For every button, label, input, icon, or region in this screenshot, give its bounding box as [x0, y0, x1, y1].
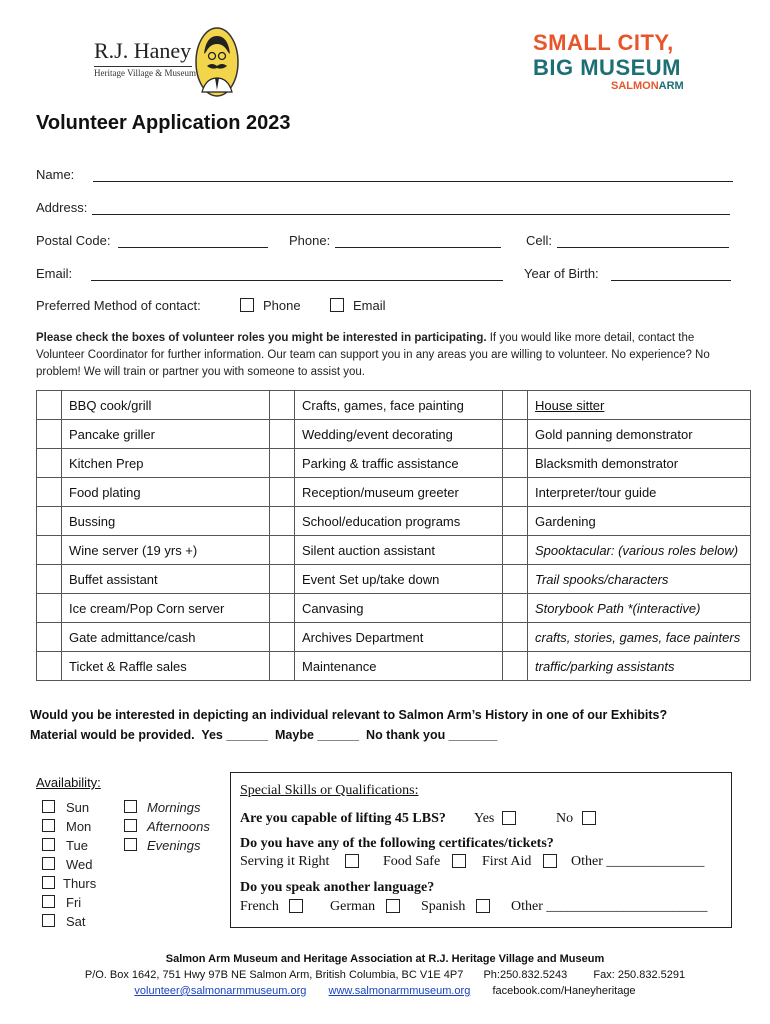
availability-title: Availability: [36, 775, 101, 790]
language-option: German [330, 899, 376, 914]
role-label: traffic/parking assistants [528, 652, 751, 681]
role-checkbox[interactable] [37, 536, 62, 565]
phone-label: Phone: [289, 233, 331, 248]
cert-foodsafe-checkbox[interactable] [452, 854, 466, 868]
language-option: French [240, 899, 279, 914]
email-field[interactable] [91, 280, 503, 281]
footer-facebook: facebook.com/Haneyheritage [492, 985, 636, 997]
cell-field[interactable] [557, 247, 729, 248]
role-label: Canvasing [295, 594, 503, 623]
table-row [37, 391, 751, 420]
day-label: Wed [66, 857, 93, 872]
day-label: Fri [66, 895, 82, 910]
history-question: Would you be interested in depicting an individual relevant to Salmon Arm’s History in one of our Exhibits? [30, 708, 668, 722]
role-checkbox[interactable] [37, 652, 62, 681]
lang-german-checkbox[interactable] [386, 899, 400, 913]
role-label: Maintenance [295, 652, 503, 681]
language-question: Do you speak another language? [240, 880, 435, 895]
pref-email-checkbox[interactable] [330, 298, 344, 312]
skills-box [230, 772, 732, 928]
role-checkbox[interactable] [503, 449, 528, 478]
role-checkbox[interactable] [270, 536, 295, 565]
role-label: Bussing [62, 507, 270, 536]
role-checkbox[interactable] [503, 420, 528, 449]
role-checkbox[interactable] [37, 623, 62, 652]
role-checkbox[interactable] [270, 420, 295, 449]
footer-links [0, 985, 770, 997]
pref-email-label: Email [353, 298, 386, 313]
pref-phone-label: Phone [263, 298, 301, 313]
role-checkbox[interactable] [270, 594, 295, 623]
table-row [37, 594, 751, 623]
cert-question: Do you have any of the following certificates/tickets? [240, 836, 554, 851]
roles-table [36, 390, 751, 681]
role-label: crafts, stories, games, face painters [528, 623, 751, 652]
role-checkbox[interactable] [37, 478, 62, 507]
cert-option: Food Safe [383, 854, 441, 869]
name-field[interactable] [93, 181, 733, 182]
footer-org: Salmon Arm Museum and Heritage Association at R.J. Heritage Village and Museum [165, 953, 605, 965]
role-label: Wine server (19 yrs +) [62, 536, 270, 565]
table-row [37, 536, 751, 565]
address-label: Address: [36, 200, 88, 215]
day-label: Mon [66, 819, 92, 834]
name-label: Name: [36, 167, 75, 182]
cert-option: Serving it Right [240, 854, 330, 869]
address-field[interactable] [92, 214, 730, 215]
role-checkbox[interactable] [37, 594, 62, 623]
role-checkbox[interactable] [503, 652, 528, 681]
day-checkbox-tue[interactable] [42, 838, 55, 851]
skills-title: Special Skills or Qualifications: [240, 783, 419, 798]
intro-rest: If you would like more detail, contact the Volunteer Coordinator for further information. Our team can support you in any areas you are willing to volunteer. No experience? No problem! We will train or partner you with someone to assist you. [36, 332, 710, 378]
logo-title: R.J. Haney [94, 38, 192, 63]
page-title: Volunteer Application 2023 [36, 112, 291, 134]
cert-option: First Aid [482, 854, 532, 869]
day-checkbox-mon[interactable] [42, 819, 55, 832]
role-checkbox[interactable] [270, 652, 295, 681]
day-label: Tue [66, 838, 88, 853]
role-label: Gardening [528, 507, 751, 536]
logo-line1: SMALL CITY, [533, 30, 674, 55]
year-of-birth-field[interactable] [611, 280, 731, 281]
role-checkbox[interactable] [37, 420, 62, 449]
table-row [37, 565, 751, 594]
footer-address: P/O. Box 1642, 751 Hwy 97B NE Salmon Arm, British Columbia, BC V1E 4P7 [84, 969, 464, 981]
role-checkbox[interactable] [503, 623, 528, 652]
role-checkbox[interactable] [503, 507, 528, 536]
table-row [37, 507, 751, 536]
role-checkbox[interactable] [37, 391, 62, 420]
role-label: Storybook Path *(interactive) [528, 594, 751, 623]
day-checkbox-sat[interactable] [42, 914, 55, 927]
footer-contact-line [0, 969, 770, 981]
history-answer-line: Material would be provided. Yes ______ Maybe ______ No thank you _______ [30, 728, 498, 742]
lang-french-checkbox[interactable] [289, 899, 303, 913]
role-label: Gold panning demonstrator [528, 420, 751, 449]
role-checkbox[interactable] [503, 536, 528, 565]
day-checkbox-wed[interactable] [42, 857, 55, 870]
role-label: Blacksmith demonstrator [528, 449, 751, 478]
day-checkbox-fri[interactable] [42, 895, 55, 908]
preferred-contact-label: Preferred Method of contact: [36, 298, 201, 313]
cert-option: Other ______________ [571, 854, 705, 869]
table-row [37, 449, 751, 478]
role-checkbox[interactable] [503, 594, 528, 623]
lift-no-label: No [556, 811, 574, 826]
role-label: Food plating [62, 478, 270, 507]
role-checkbox[interactable] [270, 449, 295, 478]
logo-salmon: SALMON [611, 80, 659, 92]
role-label: Interpreter/tour guide [528, 478, 751, 507]
role-checkbox[interactable] [37, 449, 62, 478]
day-label: Thurs [63, 876, 97, 891]
intro-bold: Please check the boxes of volunteer roles you might be interested in participating. [36, 332, 487, 344]
footer-website-link[interactable]: www.salmonarmmuseum.org [328, 985, 471, 997]
lift-yes-checkbox[interactable] [502, 811, 516, 825]
intro-paragraph [36, 330, 736, 381]
year-of-birth-label: Year of Birth: [524, 266, 599, 281]
role-label: Event Set up/take down [295, 565, 503, 594]
language-option: Spanish [421, 899, 466, 914]
role-checkbox[interactable] [503, 478, 528, 507]
role-label: School/education programs [295, 507, 503, 536]
footer-fax: Fax: 250.832.5291 [593, 969, 686, 981]
role-label: Pancake griller [62, 420, 270, 449]
logo-arm: ARM [658, 80, 684, 92]
role-label: Spooktacular: (various roles below) [528, 536, 751, 565]
time-label: Afternoons [147, 819, 210, 834]
role-checkbox[interactable] [503, 391, 528, 420]
table-row [37, 623, 751, 652]
lift-yes-label: Yes [474, 811, 495, 826]
day-label: Sat [66, 914, 86, 929]
time-label: Mornings [147, 800, 201, 815]
day-checkbox-sun[interactable] [42, 800, 55, 813]
role-label: Gate admittance/cash [62, 623, 270, 652]
time-checkbox-evenings[interactable] [124, 838, 137, 851]
time-checkbox-afternoons[interactable] [124, 819, 137, 832]
language-option: Other _______________________ [511, 899, 708, 914]
role-checkbox[interactable] [503, 565, 528, 594]
role-checkbox[interactable] [37, 565, 62, 594]
role-label: Silent auction assistant [295, 536, 503, 565]
role-checkbox[interactable] [270, 478, 295, 507]
role-label: Buffet assistant [62, 565, 270, 594]
footer-phone: Ph:250.832.5243 [483, 969, 568, 981]
day-label: Sun [66, 800, 90, 815]
logo-line2: BIG MUSEUM [533, 55, 681, 80]
role-checkbox[interactable] [37, 507, 62, 536]
lang-spanish-checkbox[interactable] [476, 899, 490, 913]
day-checkbox-thurs[interactable] [42, 876, 55, 889]
role-checkbox[interactable] [270, 565, 295, 594]
role-label: Ice cream/Pop Corn server [62, 594, 270, 623]
table-row [37, 420, 751, 449]
haney-portrait-icon [194, 26, 240, 98]
role-checkbox[interactable] [270, 507, 295, 536]
pref-phone-checkbox[interactable] [240, 298, 254, 312]
postal-code-field[interactable] [118, 247, 268, 248]
small-city-big-museum-logo [533, 30, 683, 92]
postal-code-label: Postal Code: [36, 233, 111, 248]
logo-subtitle: Heritage Village & Museum [94, 68, 197, 78]
phone-field[interactable] [335, 247, 501, 248]
role-label: BBQ cook/grill [62, 391, 270, 420]
role-label: Archives Department [295, 623, 503, 652]
cert-serving-checkbox[interactable] [345, 854, 359, 868]
time-label: Evenings [147, 838, 201, 853]
lift-no-checkbox[interactable] [582, 811, 596, 825]
role-label: Parking & traffic assistance [295, 449, 503, 478]
rj-haney-logo [94, 26, 244, 98]
role-label: Kitchen Prep [62, 449, 270, 478]
role-label: Wedding/event decorating [295, 420, 503, 449]
role-label: Ticket & Raffle sales [62, 652, 270, 681]
table-row [37, 652, 751, 681]
table-row [37, 478, 751, 507]
role-label: Trail spooks/characters [528, 565, 751, 594]
role-label: Crafts, games, face painting [295, 391, 503, 420]
role-label: Reception/museum greeter [295, 478, 503, 507]
time-checkbox-mornings[interactable] [124, 800, 137, 813]
role-label: House sitter [528, 391, 751, 420]
role-checkbox[interactable] [270, 391, 295, 420]
cell-label: Cell: [526, 233, 553, 248]
lift-question: Are you capable of lifting 45 LBS? [240, 811, 446, 826]
cert-firstaid-checkbox[interactable] [543, 854, 557, 868]
role-checkbox[interactable] [270, 623, 295, 652]
email-label: Email: [36, 266, 73, 281]
footer-email-link[interactable]: volunteer@salmonarmmuseum.org [134, 985, 307, 997]
